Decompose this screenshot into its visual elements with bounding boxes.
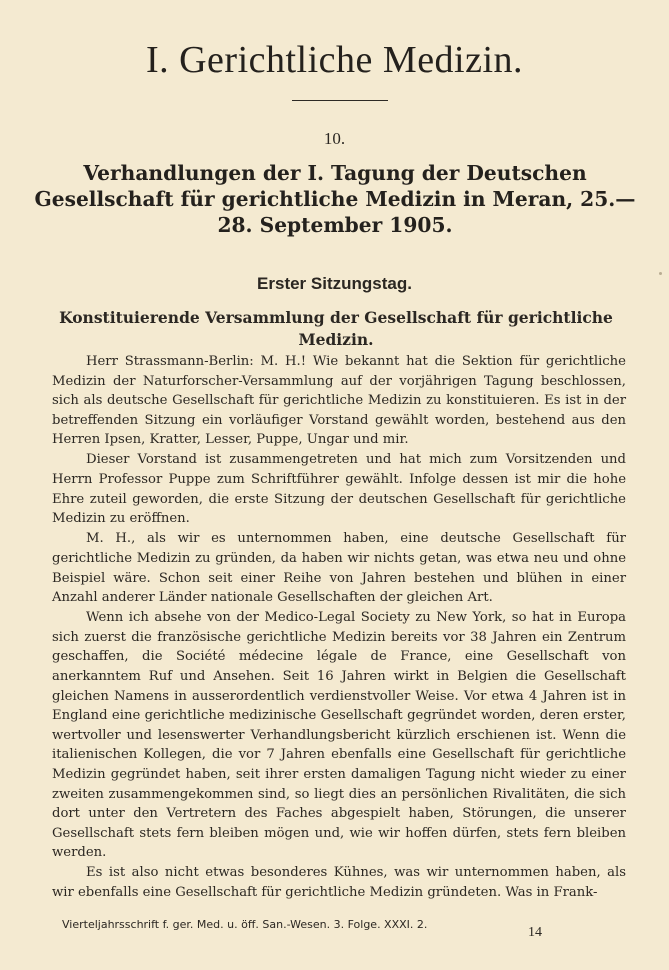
- paragraph: Wenn ich absehe von der Medico-Legal Society zu New York, so hat in Europa sich zuerst die französische gerichtliche Medizin bereits vor 38 Jahren ein Zentrum geschaffen, die Société médecine légale de France, eine Gesellschaft von anerkanntem Ruf und Ansehen. Seit 16 Jahren wirkt in Belgien die Gesellschaft gleichen Namens in ausserordentlich verdienstvoller Weise. Vor etwa 4 Jahren ist in England eine gerichtliche medizinische Gesellschaft gegründet worden, deren erster, wertvoller und lesenswerter Verhandlungsbericht kürzlich erschienen ist. Wenn die italienischen Kollegen, die vor 7 Jahren ebenfalls eine Gesellschaft für gerichtliche Medizin gegründet haben, seit ihrer ersten damaligen Tagung nicht wieder zu einer zweiten zusammengekommen sind, so liegt dies an persönlichen Rivalitäten, die sich dort unter den Vertretern des Faches abgespielt haben, Störungen, die unserer Gesellschaft stets fern bleiben mögen und, wie wir hoffen dürfen, stets fern bleiben werden.: [52, 610, 626, 861]
- paragraph: Es ist also nicht etwas besonderes Kühnes, was wir unternommen haben, als wir ebenfalls eine Gesellschaft für gerichtliche Medizin gründeten. Was in Frank-: [52, 865, 626, 901]
- paragraph: Herr Strassmann-Berlin: M. H.! Wie bekannt hat die Sektion für gerichtliche Medizin der Naturforscher-Versammlung auf der vorjährigen Tagung beschlossen, sich als deutsche Gesellschaft für gerichtliche Medizin zu konstituieren. Es ist in der betreffenden Sitzung ein vorläufiger Vorstand gewählt worden, bestehend aus den Herren Ipsen, Kratter, Lesser, Puppe, Ungar und mir.: [52, 354, 626, 448]
- journal-footer: Vierteljahrsschrift f. ger. Med. u. öff. San.-Wesen. 3. Folge. XXXI. 2.: [62, 918, 428, 931]
- article-title: Verhandlungen der I. Tagung der Deutschen Gesellschaft für gerichtliche Medizin in Meran, 25.—28. September 1905.: [34, 161, 636, 237]
- chapter-heading: I. Gerichtliche Medizin.: [145, 39, 524, 81]
- paragraph: M. H., als wir es unternommen haben, eine deutsche Gesellschaft für gerichtliche Medizin zu gründen, da haben wir nichts getan, was etwa neu und ohne Beispiel wäre. Schon seit einer Reihe von Jahren bestehen und blühen in einer Anzahl anderer Länder nationale Gesellschaften der gleichen Art.: [52, 531, 626, 606]
- section-heading: Erster Sitzungstag.: [257, 274, 412, 293]
- paragraph: Dieser Vorstand ist zusammengetreten und hat mich zum Vorsitzenden und Herrn Professor Puppe zum Schriftführer gewählt. Infolge dessen ist mir die hohe Ehre zuteil geworden, die erste Sitzung der deutschen Gesellschaft für gerichtliche Medizin zu eröffnen.: [52, 452, 626, 527]
- heading-divider: [292, 100, 388, 101]
- subsection-heading: Konstituierende Versammlung der Gesellschaft für gerichtliche Medizin.: [59, 308, 613, 349]
- article-number: 10.: [323, 129, 346, 148]
- page-number: 14: [528, 925, 542, 940]
- body-text: [52, 352, 626, 903]
